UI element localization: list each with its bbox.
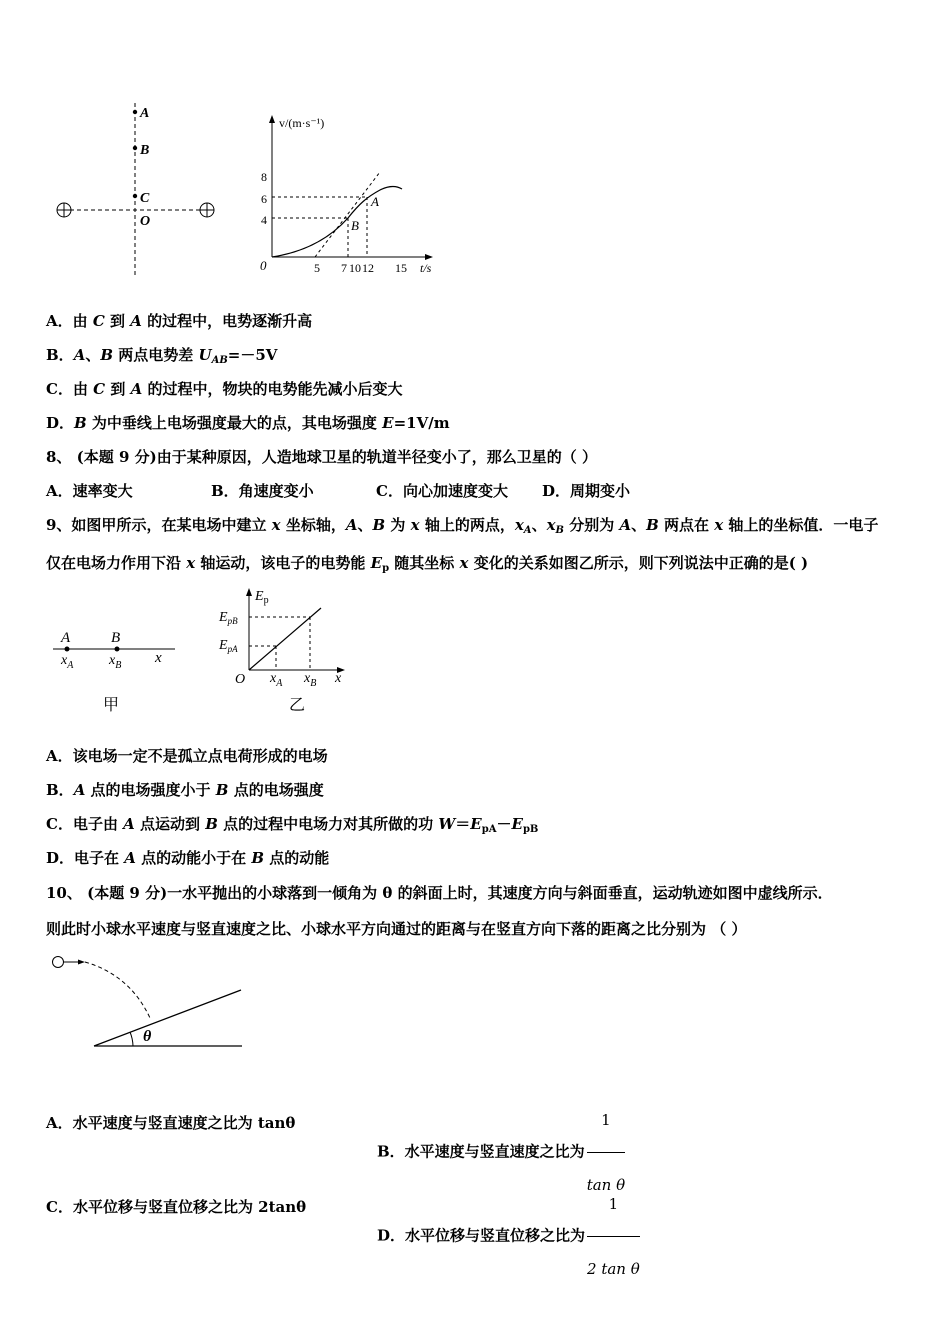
q8-option-d: D．周期变小	[542, 482, 631, 500]
theta-label: θ	[143, 1028, 152, 1045]
svg-text:7: 7	[341, 261, 347, 275]
q8-stem: 8、 (本题 9 分)由于某种原因，人造地球卫星的轨道半径变小了，那么卫星的（ ）	[46, 448, 597, 466]
q10-option-d: D．水平位移与竖直位移之比为 $\frac{1}{\text{2 tan θ}}$	[377, 1174, 640, 1299]
q10-incline-figure	[45, 950, 250, 1055]
q9-stem-line1: 9、如图甲所示，在某电场中建立 x 坐标轴，A、B 为 x 轴上的两点，$x_A$、$x_B$ 分别为 A、B 两点在 x 轴上的坐标值．一电子	[46, 516, 879, 536]
svg-text:0: 0	[260, 258, 267, 273]
q9-option-c: C．电子由 A 点运动到 B 点的过程中电场力对其所做的功 $W=E_{pA}-E_{pB}$	[46, 815, 539, 835]
svg-text:x: x	[155, 650, 162, 666]
svg-text:6: 6	[261, 192, 267, 206]
ball	[53, 957, 64, 968]
svg-text:xA: $x_A$	[270, 671, 283, 689]
point-b-label: B	[140, 143, 150, 158]
svg-text:xB: $x_B$	[109, 653, 122, 671]
q8-option-c: C．向心加速度变大	[376, 482, 508, 500]
q7-vt-graph	[255, 110, 440, 280]
svg-text:A: A	[61, 630, 71, 646]
svg-text:10: 10	[349, 261, 361, 275]
q9-option-a: A．该电场一定不是孤立点电荷形成的电场	[46, 747, 328, 765]
svg-text:EpA: $E_{pA}$	[219, 638, 238, 654]
fraction-1-over-2tan: $\frac{1}{\text{2 tan θ}}$	[587, 1174, 640, 1299]
svg-text:B: B	[351, 218, 359, 233]
q9-option-d: D．电子在 A 点的动能小于在 B 点的动能	[46, 849, 330, 867]
svg-text:xB: $x_B$	[304, 671, 317, 689]
svg-text:x: x	[335, 671, 342, 686]
q7-option-a: A．由 C 到 A 的过程中，电势逐渐升高	[46, 312, 313, 330]
svg-text:12: 12	[362, 261, 374, 275]
q7-option-c: C．由 C 到 A 的过程中，物块的电势能先减小后变大	[46, 380, 403, 398]
q7-charge-figure	[50, 95, 225, 280]
fraction-1-over-tan: $\frac{1}{\text{tan θ}}$	[587, 1090, 625, 1215]
svg-text:O: O	[235, 672, 246, 687]
q8-options	[46, 481, 630, 501]
point-c-label: C	[140, 191, 150, 206]
x-axis-label: t/s	[420, 261, 432, 275]
svg-text:4: 4	[261, 213, 267, 227]
caption-jia: 甲	[103, 697, 120, 714]
q9-option-b: B．A 点的电场强度小于 B 点的电场强度	[46, 781, 324, 799]
q7-option-d: D．B 为中垂线上电场强度最大的点，其电场强度 E=1V/m	[46, 414, 450, 432]
svg-text:Ep: $E_p$	[255, 589, 269, 606]
q9-figure-jia	[45, 620, 185, 720]
q7-option-b: B．A、B 两点电势差 $U_{AB}=-5V$	[46, 346, 278, 366]
q10-stem-line1: 10、 (本题 9 分)一水平抛出的小球落到一倾角为 θ 的斜面上时，其速度方向与斜面垂直，运动轨迹如图中虚线所示．	[46, 884, 833, 902]
q9-figure-yi	[215, 580, 355, 715]
svg-text:B: B	[111, 630, 121, 646]
svg-text:EpB: $E_{pB}$	[219, 610, 238, 626]
point-a-label: A	[140, 106, 150, 121]
svg-text:8: 8	[261, 170, 267, 184]
svg-text:xA: $x_A$	[61, 653, 74, 671]
q10-option-b: B．水平速度与竖直速度之比为 $\frac{1}{\text{tan θ}}$	[377, 1090, 625, 1215]
q10-stem-line2: 则此时小球水平速度与竖直速度之比、小球水平方向通过的距离与在竖直方向下落的距离之比分别为 （ ）	[46, 920, 747, 938]
q10-option-c: C．水平位移与竖直位移之比为 2tanθ	[46, 1198, 307, 1216]
svg-text:A: A	[371, 194, 379, 209]
q9-stem-line2: 仅在电场力作用下沿 x 轴运动，该电子的电势能 $E_p$ 随其坐标 x 变化的关系如图乙所示，则下列说法中正确的是( )	[46, 554, 809, 574]
y-axis-label: v/(m·s⁻¹)	[279, 116, 325, 130]
caption-yi: 乙	[289, 697, 306, 714]
q8-option-b: B．角速度变小	[211, 482, 314, 500]
point-o-label: O	[140, 214, 151, 229]
svg-text:15: 15	[395, 261, 407, 275]
svg-text:5: 5	[314, 261, 320, 275]
q8-option-a: A．速率变大	[46, 482, 133, 500]
q10-option-a: A．水平速度与竖直速度之比为 tanθ	[46, 1114, 296, 1132]
